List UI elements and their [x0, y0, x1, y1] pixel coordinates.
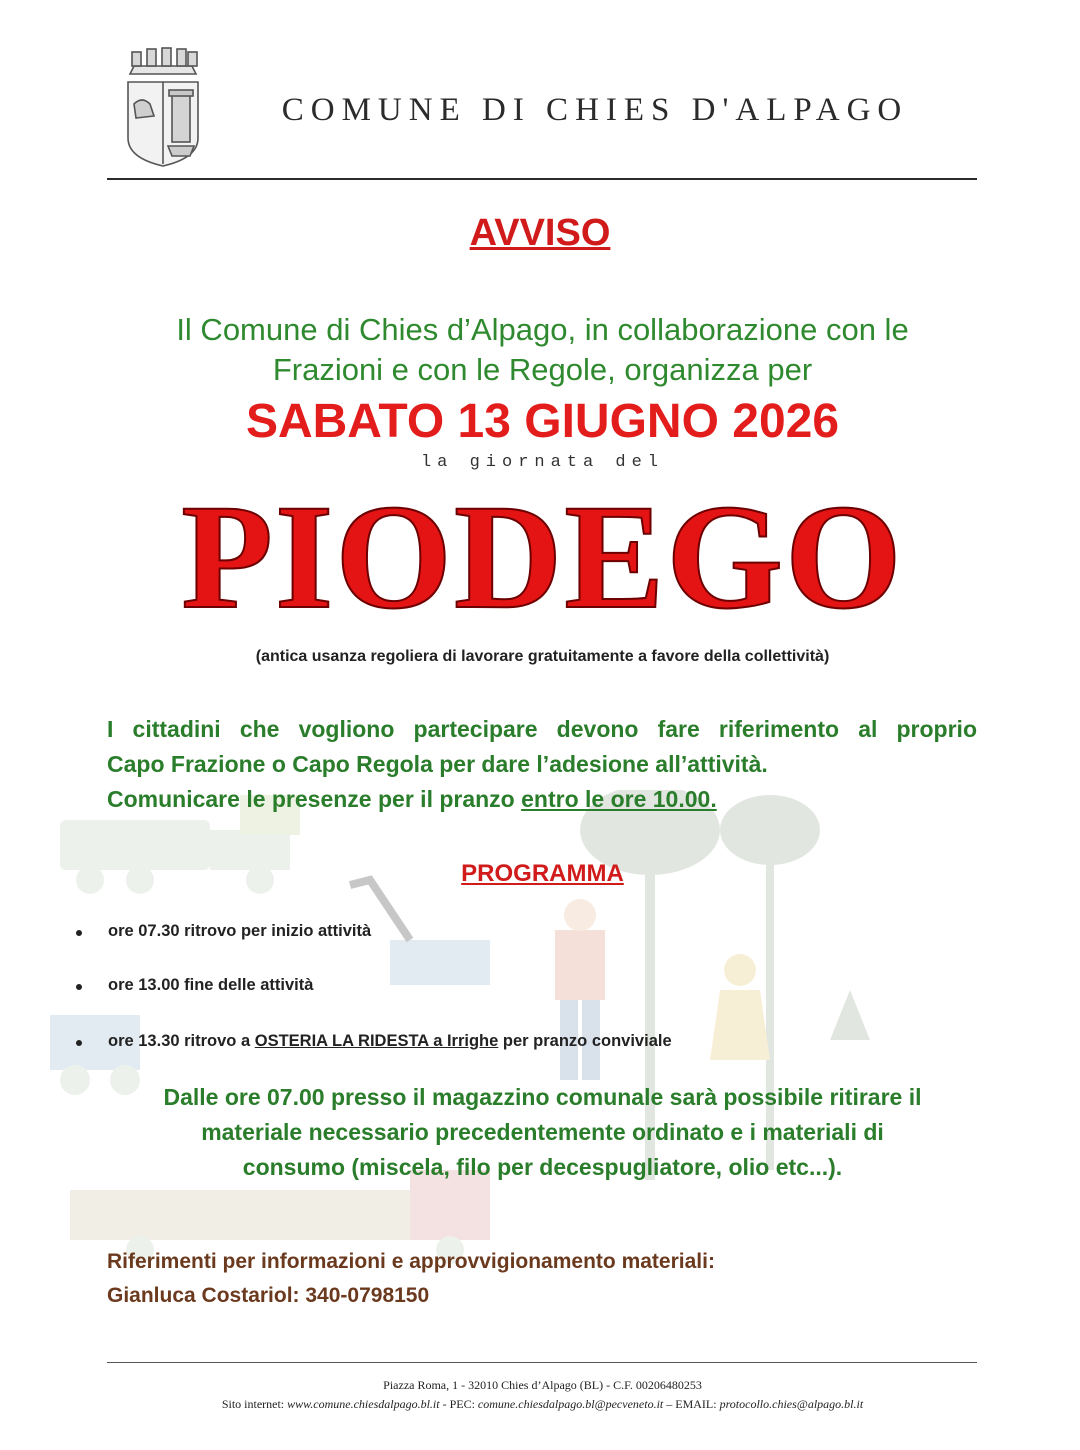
references-heading: Riferimenti per informazioni e approvvigionamento materiali: [107, 1250, 715, 1273]
event-description: (antica usanza regoliera di lavorare gratuitamente a favore della collettività) [255, 648, 830, 665]
materials-line: Dalle ore 07.00 presso il magazzino comunale sarà possibile ritirare il [163, 1084, 922, 1110]
lunch-venue: OSTERIA LA RIDESTA a Irrighe [254, 1032, 499, 1050]
programme-item-text: per pranzo conviviale [502, 1032, 672, 1050]
event-name: PIODEGO [181, 474, 904, 640]
site-label: Sito internet: [221, 1397, 285, 1411]
bullet-icon [76, 1040, 82, 1046]
bullet-icon [76, 984, 82, 990]
programme-item-text: ore 13.00 fine delle attività [108, 976, 314, 994]
header-divider [107, 178, 977, 180]
footer-divider [107, 1362, 977, 1363]
programme-item [70, 976, 970, 1030]
participation-line [107, 782, 977, 817]
footer [0, 1376, 1080, 1414]
separator: – [666, 1397, 676, 1411]
participation-text [107, 712, 977, 817]
separator: - [442, 1397, 450, 1411]
lunch-deadline: entro le ore 10.00. [521, 786, 717, 812]
email-link[interactable]: protocollo.chies@alpago.bl.it [719, 1397, 864, 1411]
programme-item-text: ore 07.30 ritrovo per inizio attività [108, 922, 372, 940]
bullet-icon [76, 930, 82, 936]
programme-item [70, 922, 970, 976]
intro-line: Il Comune di Chies d’Alpago, in collaborazione con le [176, 312, 909, 347]
participation-line: I cittadini che vogliono partecipare devono fare riferimento al proprio [107, 716, 977, 742]
intro-text [80, 310, 1005, 390]
participation-line: Capo Frazione o Capo Regola per dare l’adesione all’attività. [107, 751, 768, 777]
footer-contacts [0, 1395, 1080, 1414]
lunch-notice: Comunicare le presenze per il pranzo [107, 786, 515, 812]
notice-heading: AVVISO [469, 212, 611, 254]
municipal-coat-of-arms-icon [122, 46, 204, 170]
materials-line: materiale necessario precedentemente ordinato e i materiali di [201, 1119, 884, 1145]
materials-line: consumo (miscela, filo per decespugliatore, olio etc...). [242, 1154, 843, 1180]
pec-link[interactable]: comune.chiesdalpago.bl@pecveneto.it [477, 1397, 664, 1411]
event-date: SABATO 13 GIUGNO 2026 [245, 395, 840, 448]
site-link[interactable]: www.comune.chiesdalpago.bl.it [287, 1397, 440, 1411]
day-of-caption: la giornata del [420, 453, 665, 472]
programme-heading: PROGRAMMA [461, 860, 624, 887]
materials-text [100, 1080, 985, 1185]
footer-address: Piazza Roma, 1 - 32010 Chies d’Alpago (BL) - C.F. 00206480253 [383, 1378, 702, 1392]
pec-label: PEC: [449, 1397, 475, 1411]
contact-person: Gianluca Costariol: 340-0798150 [107, 1284, 430, 1307]
programme-item [70, 1032, 970, 1086]
programme-list [70, 922, 970, 1086]
programme-item-text: ore 13.30 ritrovo a [108, 1032, 251, 1050]
intro-line: Frazioni e con le Regole, organizza per [272, 352, 813, 387]
contact-references [107, 1245, 977, 1313]
email-label: EMAIL: [675, 1397, 717, 1411]
municipality-title: COMUNE DI CHIES D'ALPAGO [281, 92, 909, 128]
